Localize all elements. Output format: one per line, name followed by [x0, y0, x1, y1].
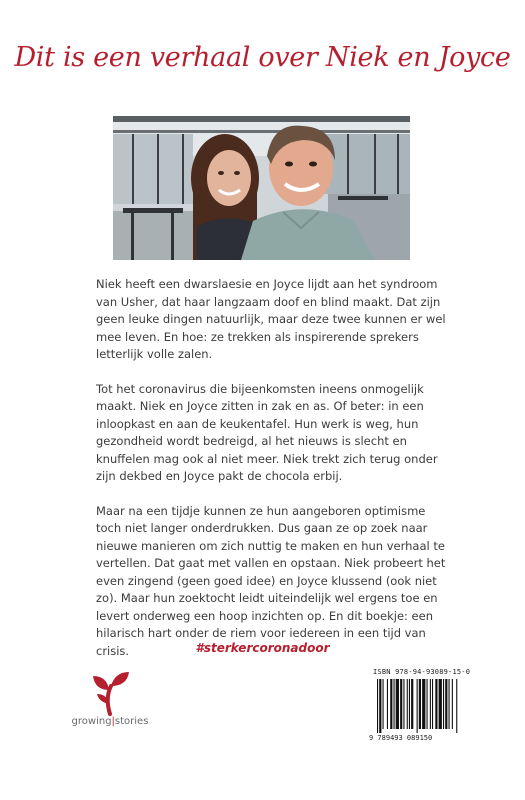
hashtag: #sterkercoronadoor — [195, 641, 330, 655]
barcode-bar — [403, 679, 404, 729]
barcode-bar — [400, 679, 402, 729]
barcode-bar — [387, 679, 388, 729]
barcode-digits: 9 789493 089150 — [369, 734, 433, 742]
barcode-bar — [394, 679, 395, 729]
sprout-icon — [55, 668, 165, 716]
paragraph-1: Niek heeft een dwarslaesie en Joyce lijdt aan het syndroom van Usher, dat haar langzaam doof en blind maakt. Dat zijn geen leuke dingen natuurlijk, maar deze twee kunnen er wel mee leven. En hoe: ze trekken als inspirerende sprekers letterlijk volle zalen. — [96, 277, 446, 361]
barcode-bar — [390, 679, 392, 729]
barcode-bar — [445, 679, 447, 729]
barcode-bar — [439, 679, 442, 729]
publisher-name-right: stories — [114, 716, 149, 727]
cover-title: Dit is een verhaal over Niek en Joyce — [14, 42, 511, 73]
body-text — [96, 276, 446, 677]
barcode — [375, 679, 487, 733]
barcode-bar — [417, 679, 418, 733]
barcode-bar — [377, 679, 378, 733]
barcode-bar — [452, 679, 453, 729]
paragraph-3: Maar na een tijdje kunnen ze hun aangeboren optimisme toch niet langer onderdrukken. Dus gaan ze op zoek naar nieuwe manieren om zich nuttig te maken en hun verhaal te vertellen. Dat gaat met vallen en opstaan. Niek probeert het even zingend (geen goed idee) en Joyce klussend (ook niet zo). Maar hun zoektocht leidt uiteindelijk wel ergens toe en levert onderweg een hoop inzichten op. En dit boekje: een hilarisch hart onder de riem voor iedereen in een tijd van crisis. — [96, 503, 446, 658]
barcode-bar — [443, 679, 444, 729]
barcode-bar — [456, 679, 457, 733]
barcode-bar — [411, 679, 413, 729]
barcode-bar — [430, 679, 431, 729]
barcode-bar — [383, 679, 384, 729]
publisher-name-separator: | — [111, 716, 115, 727]
barcode-bar — [449, 679, 450, 729]
publisher-name — [55, 716, 165, 727]
barcode-bar — [407, 679, 408, 729]
isbn-barcode-block — [367, 664, 492, 744]
barcode-bar — [422, 679, 425, 729]
barcode-bar — [409, 679, 410, 729]
barcode-bar — [419, 679, 421, 729]
barcode-bar — [435, 679, 437, 729]
publisher-logo — [55, 668, 165, 748]
publisher-name-left: growing — [71, 716, 112, 727]
barcode-bar — [396, 679, 399, 729]
paragraph-2: Tot het coronavirus die bijeenkomsten ineens onmogelijk maakt. Niek en Joyce zitten in zak en as. Of beter: in een inloopkast en aan de keukentafel. Hun werk is weg, hun gezondheid wordt bedreigd, al het nieuws is slecht en knuffelen mag ook al niet meer. Niek trekt zich terug onder zijn dekbed en Joyce pakt de chocola erbij. — [96, 381, 438, 483]
cover-photo — [113, 116, 410, 260]
cover-photo-image — [113, 116, 410, 260]
barcode-bar — [432, 679, 433, 729]
isbn-label: ISBN 978-94-93089-15-0 — [373, 668, 471, 676]
barcode-bar — [427, 679, 428, 729]
barcode-bar — [379, 679, 381, 733]
